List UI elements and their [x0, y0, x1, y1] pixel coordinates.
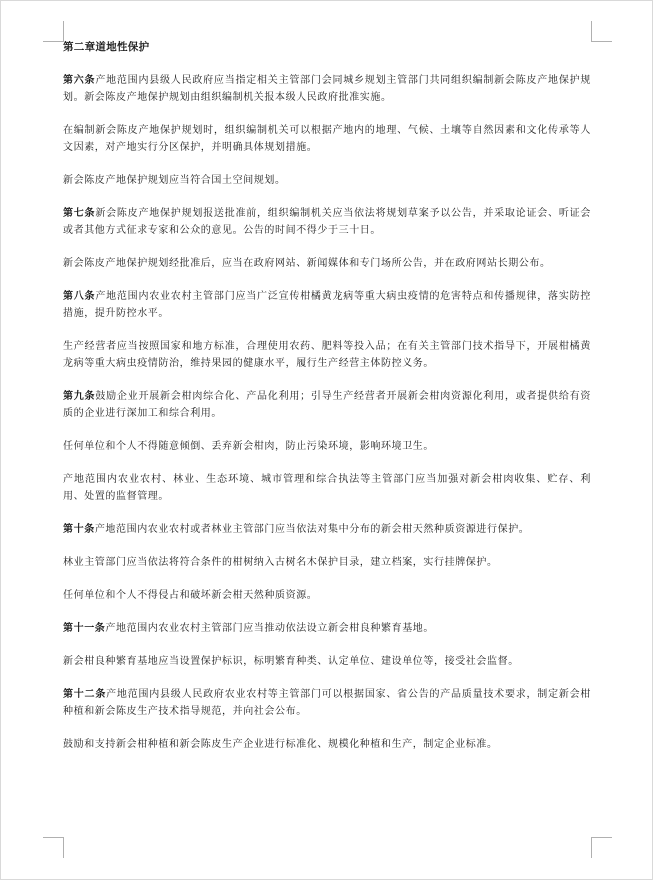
article-number: 第九条 — [63, 391, 96, 402]
paragraph-text: 在编制新会陈皮产地保护规划时，组织编制机关可以根据产地内的地理、气候、土壤等自然因素和文化传承等人文因素，对产地实行分区保护，并明确具体规划措施。 — [63, 125, 591, 153]
article-number: 第十条 — [63, 524, 95, 535]
paragraph-text: 生产经营者应当按照国家和地方标准，合理使用农药、肥料等投入品；在有关主管部门技术指导下，开展柑橘黄龙病等重大病虫疫情防治，维持果园的健康水平，履行生产经营主体防控义务。 — [63, 341, 591, 369]
paragraph-text: 产地范围内农业农村、林业、生态环境、城市管理和综合执法等主管部门应当加强对新会柑肉收集、贮存、利用、处置的监督管理。 — [63, 474, 591, 502]
paragraph — [63, 653, 591, 670]
paragraph-text: 新会陈皮产地保护规划经批准后，应当在政府网站、新闻媒体和专门场所公告，并在政府网站长期公布。 — [63, 258, 551, 269]
article-number: 第十二条 — [63, 689, 107, 700]
paragraph — [63, 172, 591, 189]
paragraph-text: 任何单位和个人不得随意倾倒、丢弃新会柑肉，防止污染环境，影响环境卫生。 — [63, 441, 434, 452]
paragraph-text: 新会陈皮产地保护规划应当符合国土空间规划。 — [63, 175, 286, 186]
paragraph-text: 林业主管部门应当依法将符合条件的柑树纳入古树名木保护目录，建立档案，实行挂牌保护。 — [63, 557, 498, 568]
paragraph — [63, 72, 591, 106]
article-number: 第七条 — [63, 208, 96, 219]
paragraph — [63, 205, 591, 239]
paragraph — [63, 587, 591, 604]
paragraph-text: 产地范围内县级人民政府农业农村等主管部门可以根据国家、省公告的产品质量技术要求，制定新会柑种植和新会陈皮生产技术指导规范，并向社会公布。 — [63, 689, 592, 717]
crop-mark-bottom-right — [591, 837, 612, 858]
crop-mark-bottom-left — [43, 837, 64, 858]
chapter-title: 第二章道地性保护 — [63, 41, 150, 53]
paragraph — [63, 288, 591, 322]
paragraph-text: 任何单位和个人不得侵占和破坏新会柑天然种质资源。 — [63, 590, 318, 601]
paragraph — [63, 338, 591, 372]
paragraph — [63, 521, 591, 538]
paragraph — [63, 122, 591, 156]
paragraph-text: 产地范围内县级人民政府应当指定相关主管部门会同城乡规划主管部门共同组织编制新会陈皮产地保护规划。新会陈皮产地保护规划由组织编制机关报本级人民政府批准实施。 — [63, 75, 591, 103]
paragraph-text: 新会陈皮产地保护规划报送批准前，组织编制机关应当依法将规划草案予以公告，并采取论证会、听证会或者其他方式征求专家和公众的意见。公告的时间不得少于三十日。 — [63, 208, 591, 236]
paragraph — [63, 620, 591, 637]
article-number: 第十一条 — [63, 623, 106, 634]
document-body[interactable] — [63, 39, 591, 769]
paragraph-text: 鼓励企业开展新会柑肉综合化、产品化利用；引导生产经营者开展新会柑肉资源化利用，或者提供给有资质的企业进行深加工和综合利用。 — [63, 391, 591, 419]
paragraph-text: 产地范围内农业农村或者林业主管部门应当依法对集中分布的新会柑天然种质资源进行保护。 — [94, 524, 530, 535]
article-number: 第六条 — [63, 75, 96, 86]
article-number: 第八条 — [63, 291, 96, 302]
paragraph — [63, 255, 591, 272]
paragraph-text: 鼓励和支持新会柑种植和新会陈皮生产企业进行标准化、规模化种植和生产，制定企业标准。 — [63, 739, 498, 750]
paragraph — [63, 388, 591, 422]
paragraph-text: 产地范围内农业农村主管部门应当推动依法设立新会柑良种繁育基地。 — [105, 623, 435, 634]
crop-mark-top-right — [591, 21, 612, 42]
paragraph-text: 产地范围内农业农村主管部门应当广泛宣传柑橘黄龙病等重大病虫疫情的危害特点和传播规律，落实防控措施，提升防控水平。 — [63, 291, 591, 319]
paragraph — [63, 554, 591, 571]
paragraph — [63, 438, 591, 455]
paragraph — [63, 736, 591, 753]
paragraph-text: 新会柑良种繁育基地应当设置保护标识，标明繁育种类、认定单位、建设单位等，接受社会监督。 — [63, 656, 519, 667]
crop-mark-top-left — [43, 21, 64, 42]
paragraph — [63, 686, 591, 720]
paragraph — [63, 471, 591, 505]
